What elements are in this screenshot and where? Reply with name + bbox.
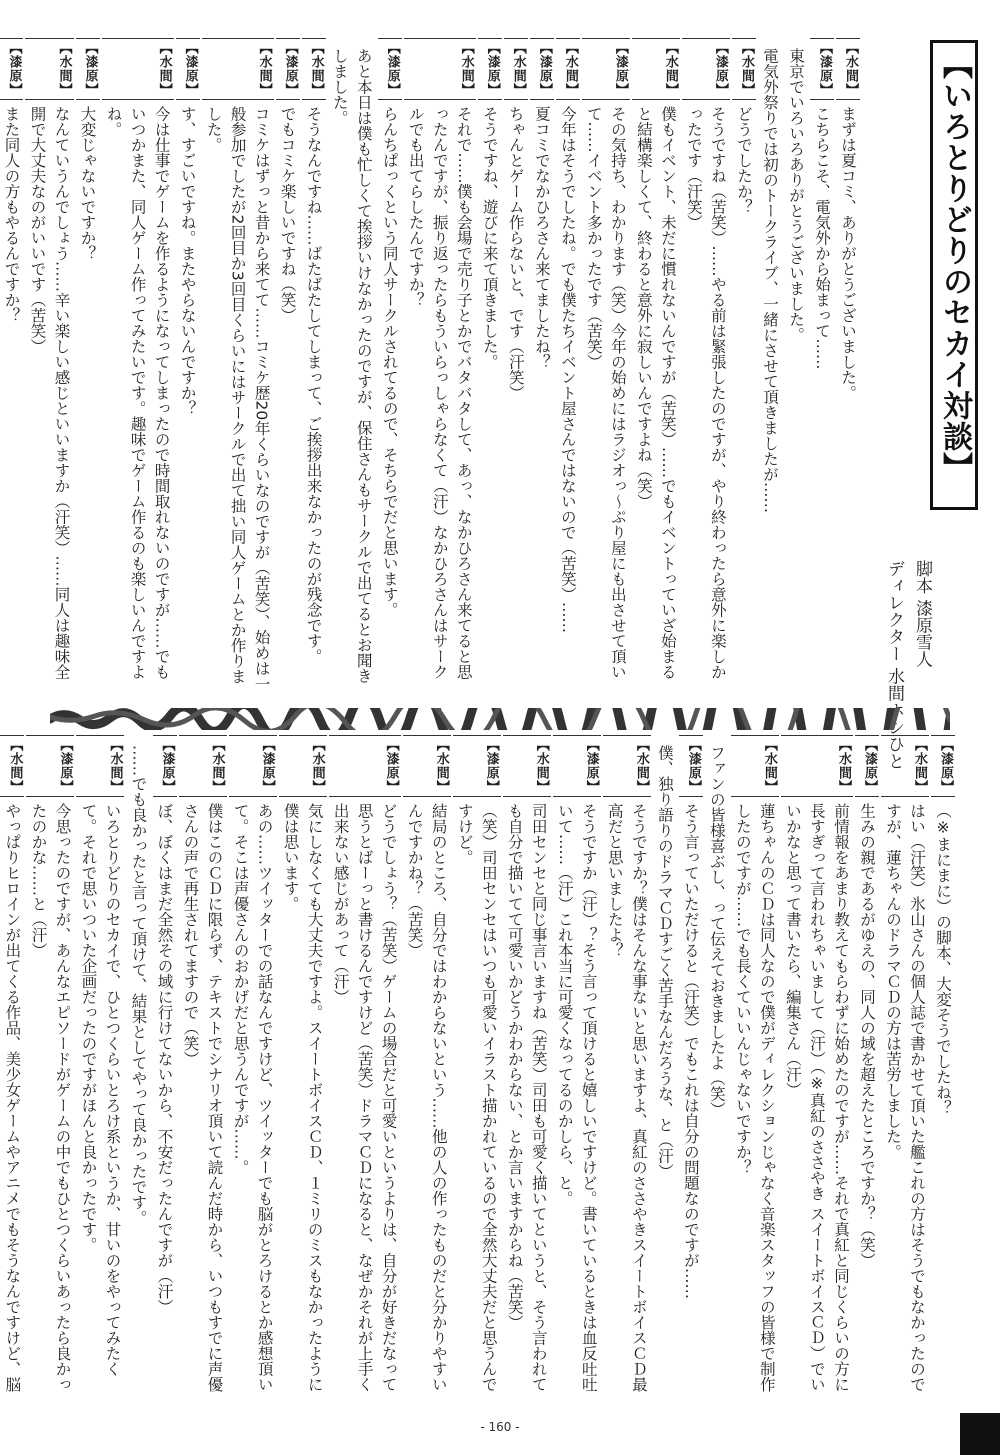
dialogue-line — [76, 38, 100, 693]
line-text: 蓮ちゃんのＣＤは同人なので僕がディレクションじゃなく音楽スタッフの皆様で制作したのですが……でも長くていいんじゃないですか？ — [733, 803, 776, 1392]
line-text: 生みの親であるがゆえの、同人の域を超えたところですか？（笑） — [857, 803, 876, 1268]
dialogue-line — [378, 38, 402, 693]
line-text: そうですか（汗）？そう言って頂けると嬉しいですけど。書いているときは血反吐吐いて……（汗）これ本当に可愛くなってるのかしら、と。 — [555, 803, 598, 1392]
speaker-label: 【水間】 — [302, 38, 326, 100]
line-text: どうでしょう？（苦笑）ゲームの場合だと可愛いというよりは、自分が好きだなって思うとばーっと書けるんですけど（苦笑）ドラマＣＤになると、なぜかそれが上手く出来ない感じがあって（汗） — [331, 803, 398, 1392]
line-text: ちゃんとゲーム作らないと、です（汗笑） — [506, 106, 525, 401]
dialogue-line — [530, 38, 554, 693]
speaker-label: 【水間】 — [731, 735, 779, 797]
speaker-label: 【漆原】 — [810, 38, 834, 100]
line-text: す、すごいですね。またやらないんですか？ — [178, 106, 197, 416]
speaker-label — [705, 735, 729, 739]
line-text: （笑）司田センセはいつも可愛いイラスト描かれているので全然大丈夫だと思うんですけど。 — [455, 803, 498, 1392]
line-text: まずは夏コミ、ありがとうございました。 — [839, 106, 857, 401]
dialogue-line — [784, 38, 808, 693]
dialogue-line — [329, 735, 401, 1400]
line-text: 今年はそうでしたね。でも僕たちイベント屋さんではないので（苦笑）…… — [558, 106, 577, 633]
page-title: 【いろとりどりのセカイ対談】 — [930, 40, 978, 510]
speaker-label: 【水間】 — [202, 38, 274, 100]
dialogue-line — [276, 38, 300, 693]
speaker-label: 【漆原】 — [679, 735, 703, 797]
dialogue-line — [810, 38, 834, 693]
dialogue-line — [553, 735, 601, 1400]
line-text: でもコミケ楽しいですね（笑） — [278, 106, 297, 323]
line-text: いろとりどりのセカイで、ひとつくらいとろけ系というか、甘いのをやってみたくて。それで思いついた企画だったのですがほんと良かったです。 — [79, 803, 122, 1377]
dialogue-line — [682, 38, 730, 693]
line-text: やっぱりヒロインが出てくる作品、美少女ゲームやアニメでもそうなんですけど、脳 — [3, 803, 22, 1392]
line-text: そうですね、遊びに来て頂きました。 — [480, 106, 499, 370]
speaker-label: 【漆原】 — [855, 735, 879, 797]
line-text: 今思ったのですが、あんなエピソードがゲームの中でもひとつくらいあったら良かったのかな……と（汗） — [29, 803, 72, 1392]
speaker-label: 【水間】 — [632, 38, 680, 100]
dialogue-line — [404, 38, 476, 693]
dialogue-line — [653, 735, 677, 1400]
line-text: なんていうんでしょう……辛い楽しい感じといいますか（汗笑）……同人は趣味全開で大丈夫なのがいいです（苦笑） — [28, 106, 71, 680]
line-text: ファンの皆様喜ぶし、って伝えておきましたよ（笑） — [707, 745, 726, 1117]
line-text: そうですね（苦笑）……やる前は緊張したのですが、やり終わったら意外に楽しかったです（汗笑） — [684, 106, 727, 680]
speaker-label: 【水間】 — [881, 735, 929, 797]
dialogue-line — [705, 735, 729, 1400]
speaker-label — [126, 735, 150, 739]
speaker-label: 【水間】 — [76, 735, 124, 797]
dialogue-line — [732, 38, 756, 693]
speaker-label: 【漆原】 — [26, 735, 74, 797]
speaker-label: 【漆原】 — [582, 38, 630, 100]
scan-edge-mark — [960, 1413, 1000, 1455]
speaker-label: 【水間】 — [836, 38, 860, 100]
speaker-label: 【漆原】 — [453, 735, 501, 797]
dialogue-line — [556, 38, 580, 693]
speaker-label: 【漆原】 — [276, 38, 300, 100]
speaker-label: 【水間】 — [732, 38, 756, 100]
speaker-label: 【漆原】 — [329, 735, 401, 797]
dialogue-line — [504, 38, 528, 693]
dialogue-line — [229, 735, 277, 1400]
dialogue-line — [503, 735, 551, 1400]
dialogue-line — [403, 735, 451, 1400]
dialogue-line — [836, 38, 860, 693]
dialogue-line — [202, 38, 274, 693]
dialogue-line — [632, 38, 680, 693]
dialogue-line — [0, 735, 24, 1400]
dialogue-line — [781, 735, 853, 1400]
line-text: 前情報をあまり教えてもらわずに始めたのですが……それで真紅と同じくらいの方に長すぎって言われちゃいまして（汗）（※真紅のささやき スイートボイスＣＤ）でいいかなと思って書いたら、編集さん（汗） — [783, 803, 850, 1392]
line-text: それで……僕も会場で売り子とかでバタバタして、あっ、なかひろさん来てると思ったんですが、振り返ったらもういらっしゃらなくて（汗）なかひろさんはサークルでも出てらしたんですか？ — [406, 106, 473, 680]
line-text: らんちぱっくという同人サークルされてるので、そちらでだと思います。 — [380, 106, 399, 618]
line-text: 僕、独り語りのドラマＣＤすごく苦手なんだろうな、と（汗） — [655, 745, 674, 1179]
line-text: 気にしなくても大丈夫ですよ。スイートボイスＣＤ、１ミリのミスもなかったように僕は思います。 — [281, 803, 324, 1392]
dialogue-line — [758, 38, 782, 693]
line-text: 司田センセと同じ事言いますね（苦笑）司田も可愛く描いてというと、そう言われても自分で描いてて可愛いかどうかわからない、とか言いますからね（苦笑） — [505, 803, 548, 1392]
line-text: 僕もイベント、未だに慣れないんですが（苦笑）……でもイベントっていざ始まると結構楽しくて、終わると意外に寂しいんですよね（笑） — [634, 106, 677, 680]
line-text: 結局のところ、自分ではわからないという……他の人の作ったものだと分かりやすいんですかね？（苦笑） — [405, 803, 448, 1392]
speaker-label: 【漆原】 — [553, 735, 601, 797]
line-text: ぼ、ぼくはまだ全然その域に行けてないから、不安だったんですが（汗） — [155, 803, 174, 1315]
line-text: 今は仕事でゲームを作るようになってしまったので時間取れないのですが……でもいつかまた、同人ゲーム作ってみたいです。趣味でゲーム作るのも楽しいんですよね。 — [104, 106, 171, 680]
speaker-label: 【漆原】 — [530, 38, 554, 100]
line-text: 夏コミでなかひろさん来てましたね？ — [532, 106, 551, 370]
dialogue-line — [76, 735, 124, 1400]
line-text: そうですか？僕はそんな事ないと思いますよ、真紅のささやきスイートボイスＣＤ最高だと思いましたよ？ — [605, 803, 648, 1392]
speaker-label — [784, 38, 808, 42]
line-text: 大変じゃないですか？ — [78, 106, 97, 261]
speaker-label: 【水間】 — [504, 38, 528, 100]
speaker-label: 【漆原】 — [931, 735, 955, 797]
speaker-label: 【水間】 — [403, 735, 451, 797]
line-text: こちらこそ、電気外から始まって…… — [812, 106, 831, 370]
dialogue-line — [302, 38, 326, 693]
line-text: そう言っていただけると（汗笑）でもこれは自分の問題なのですが…… — [681, 803, 700, 1299]
credit-director: ディレクター 水間ホシひと — [884, 560, 904, 770]
dialogue-line — [126, 735, 150, 1400]
speaker-label — [758, 38, 782, 42]
line-text: 電気外祭りでは初のトークライブ、一緒にさせて頂きましたが…… — [760, 48, 779, 513]
dialogue-line — [279, 735, 327, 1400]
line-text: あの……ツイッターでの話なんですけど、ツイッターでも脳がとろけるとか感想頂いて。そこは声優さんのおかげだと思うんですが……。 — [231, 803, 274, 1392]
dialogue-line — [679, 735, 703, 1400]
speaker-label: 【水間】 — [279, 735, 327, 797]
speaker-label: 【漆原】 — [76, 38, 100, 100]
ink-divider — [50, 708, 950, 730]
speaker-label: 【漆原】 — [378, 38, 402, 100]
dialogue-line — [328, 38, 376, 693]
speaker-label: 【漆原】 — [478, 38, 502, 100]
dialogue-line — [582, 38, 630, 693]
credit-writer: 脚本 漆原雪人 — [912, 560, 932, 668]
dialogue-line — [603, 735, 651, 1400]
line-text: はい（汗笑）氷山さんの個人誌で書かせて頂いた艦これの方はそうでもなかったのですが、蓮ちゃんのドラマＣＤの方は苦労しました。 — [883, 803, 926, 1392]
dialogue-line — [0, 38, 23, 693]
speaker-label: 【水間】 — [781, 735, 853, 797]
line-text: あと本日は僕も忙しくて挨拶いけなかったのですが、保住さんもサークルで出てるとお聞きしました。 — [330, 48, 373, 684]
line-text: （※まにまに）の脚本、大変そうでしたね？ — [934, 803, 952, 1116]
speaker-label: 【水間】 — [179, 735, 227, 797]
dialogue-line — [153, 735, 177, 1400]
dialogue-line — [881, 735, 929, 1400]
dialogue-line — [176, 38, 200, 693]
dialogue-bottom — [0, 735, 955, 1400]
dialogue-line — [453, 735, 501, 1400]
speaker-label: 【漆原】 — [0, 38, 23, 100]
line-text: また同人の方もやるんですか？ — [2, 106, 21, 323]
dialogue-top — [0, 38, 860, 693]
dialogue-line — [26, 735, 74, 1400]
line-text: 東京でいろいろありがとうございました。 — [786, 48, 805, 343]
speaker-label: 【漆原】 — [682, 38, 730, 100]
dialogue-line — [731, 735, 779, 1400]
line-text: その気持ち、わかります（笑）今年の始めにはラジオっ～ぷり屋にも出させて頂いて……イベント多かったです（苦笑） — [584, 106, 627, 680]
speaker-label: 【水間】 — [503, 735, 551, 797]
speaker-label: 【水間】 — [102, 38, 174, 100]
page-number: - 160 - — [480, 1420, 520, 1434]
speaker-label: 【水間】 — [556, 38, 580, 100]
speaker-label: 【水間】 — [0, 735, 24, 797]
dialogue-line — [25, 38, 73, 693]
line-text: そうなんですね……ばたばたしてしまって、ご挨拶出来なかったのが残念です。 — [304, 106, 323, 664]
speaker-label: 【漆原】 — [153, 735, 177, 797]
speaker-label — [653, 735, 677, 739]
line-text: 僕はこのＣＤに限らず、テキストでシナリオ頂いて読んだ時から、いつもすでに声優さんの声で再生されてますので（笑） — [181, 803, 224, 1392]
line-text: コミケはずっと昔から来てて……コミケ歴20年くらいなのですが（苦笑）、始めは一般参加でしたが2回目か3回目くらいにはサークルで出て拙い同人ゲームとか作りました。 — [204, 106, 271, 692]
dialogue-line — [931, 735, 955, 1400]
speaker-label: 【水間】 — [603, 735, 651, 797]
speaker-label — [328, 38, 376, 42]
line-text: ……でも良かったと言って頂けて、結果としてやって良かったです。 — [129, 745, 148, 1226]
dialogue-line — [478, 38, 502, 693]
speaker-label: 【漆原】 — [176, 38, 200, 100]
dialogue-line — [855, 735, 879, 1400]
dialogue-line — [179, 735, 227, 1400]
speaker-label: 【水間】 — [404, 38, 476, 100]
dialogue-line — [102, 38, 174, 693]
speaker-label: 【漆原】 — [229, 735, 277, 797]
speaker-label: 【水間】 — [25, 38, 73, 100]
line-text: どうでしたか？ — [734, 106, 753, 215]
